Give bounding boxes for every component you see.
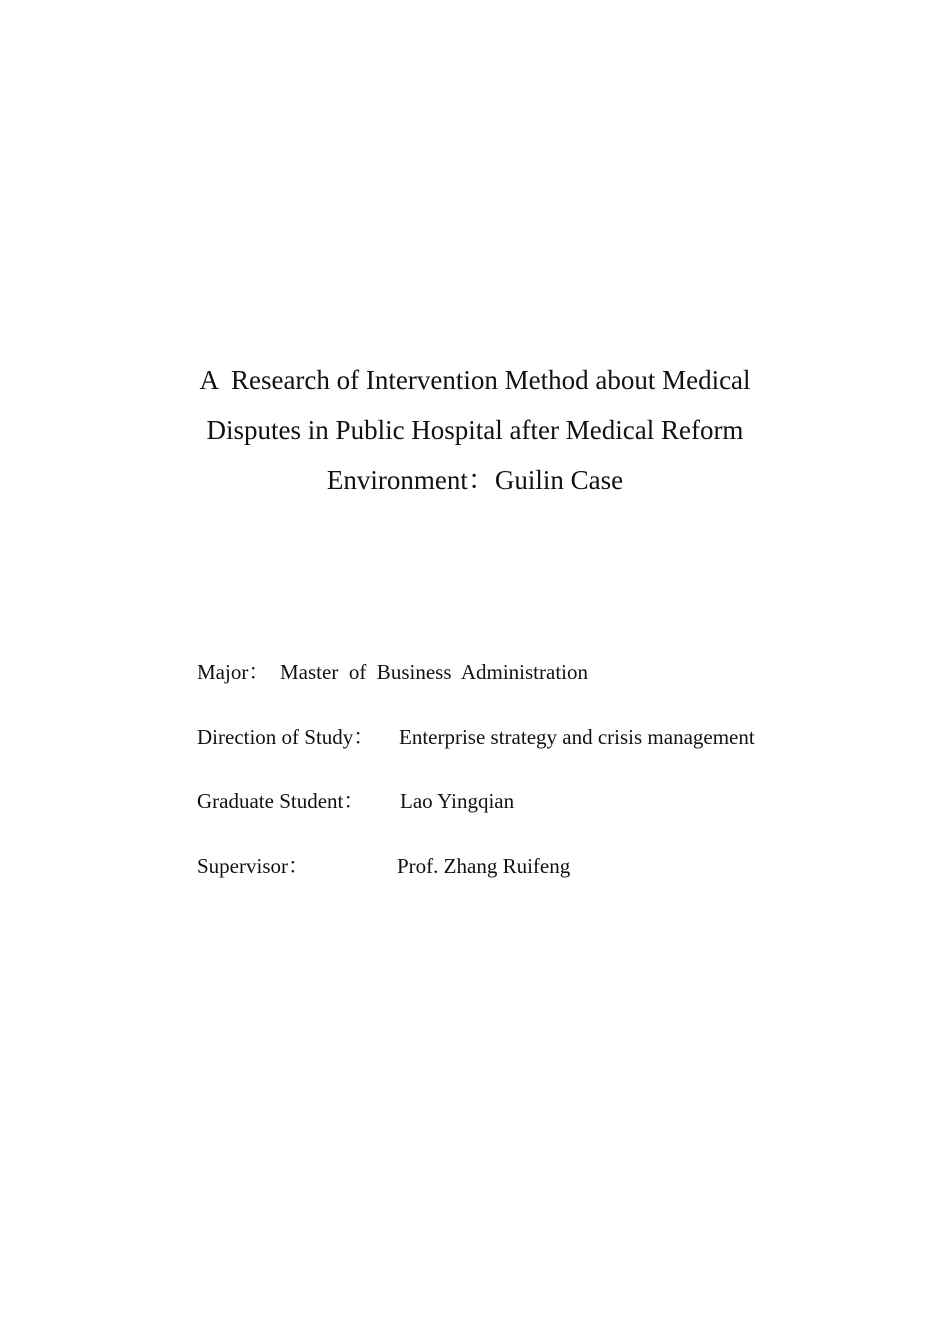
direction-row bbox=[197, 721, 917, 786]
thesis-info bbox=[197, 656, 917, 914]
direction-label: Direction of Study： bbox=[197, 724, 375, 749]
supervisor-label: Supervisor： bbox=[197, 853, 309, 878]
supervisor-row bbox=[197, 850, 917, 915]
major-label: Major： bbox=[197, 660, 270, 684]
student-label: Graduate Student： bbox=[197, 789, 365, 813]
title-line-1: A Research of Intervention Method about Medical bbox=[199, 365, 751, 395]
direction-value: Enterprise strategy and crisis management bbox=[399, 724, 755, 749]
title-line-3: Environment：Guilin Case bbox=[326, 465, 624, 495]
thesis-title bbox=[0, 355, 950, 505]
supervisor-value: Prof. Zhang Ruifeng bbox=[397, 853, 571, 878]
student-value: Lao Yingqian bbox=[400, 789, 515, 813]
student-row bbox=[197, 785, 917, 850]
major-row bbox=[197, 656, 917, 721]
title-line-2: Disputes in Public Hospital after Medical Reform bbox=[206, 415, 744, 445]
major-value: Master of Business Administration bbox=[280, 660, 588, 684]
